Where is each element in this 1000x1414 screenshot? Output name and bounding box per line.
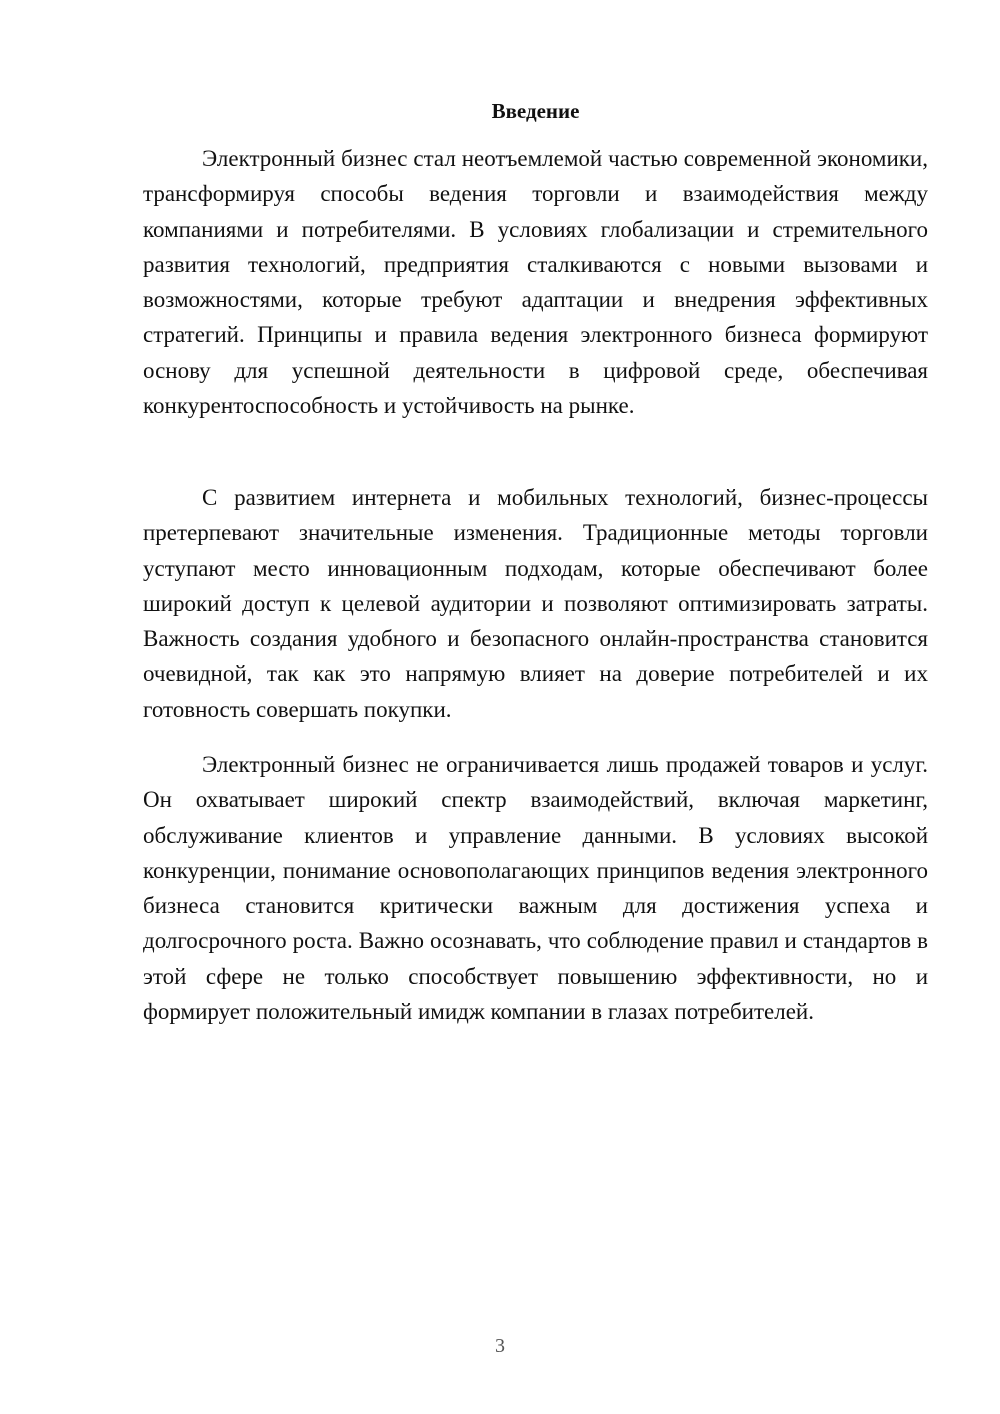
page-number: 3: [495, 1335, 505, 1357]
paragraph-1: Электронный бизнес стал неотъемлемой частью современной экономики, трансформируя способы ведения торговли и взаимодействия между компаниями и потребителями. В условиях глобализации и стремительного развития технологий, предприятия сталкиваются с новыми вызовами и возможностями, которые требуют адаптации и внедрения эффективных стратегий. Принципы и правила ведения электронного бизнеса формируют основу для успешной деятельности в цифровой среде, обеспечивая конкурентоспособность и устойчивость на рынке.: [143, 146, 928, 419]
paragraph-3: Электронный бизнес не ограничивается лишь продажей товаров и услуг. Он охватывает широкий спектр взаимодействий, включая маркетинг, обслуживание клиентов и управление данными. В условиях высокой конкуренции, понимание основополагающих принципов ведения электронного бизнеса становится критически важным для достижения успеха и долгосрочного роста. Важно осознавать, что соблюдение правил и стандартов в этой сфере не только способствует повышению эффективности, но и формирует положительный имидж компании в глазах потребителей.: [143, 752, 928, 1025]
paragraph-2: С развитием интернета и мобильных технологий, бизнес-процессы претерпевают значительные изменения. Традиционные методы торговли уступают место инновационным подходам, которые обеспечивают более широкий доступ к целевой аудитории и позволяют оптимизировать затраты. Важность создания удобного и безопасного онлайн-пространства становится очевидной, так как это напрямую влияет на доверие потребителей и их готовность совершать покупки.: [143, 485, 928, 722]
section-title: Введение: [491, 99, 580, 123]
